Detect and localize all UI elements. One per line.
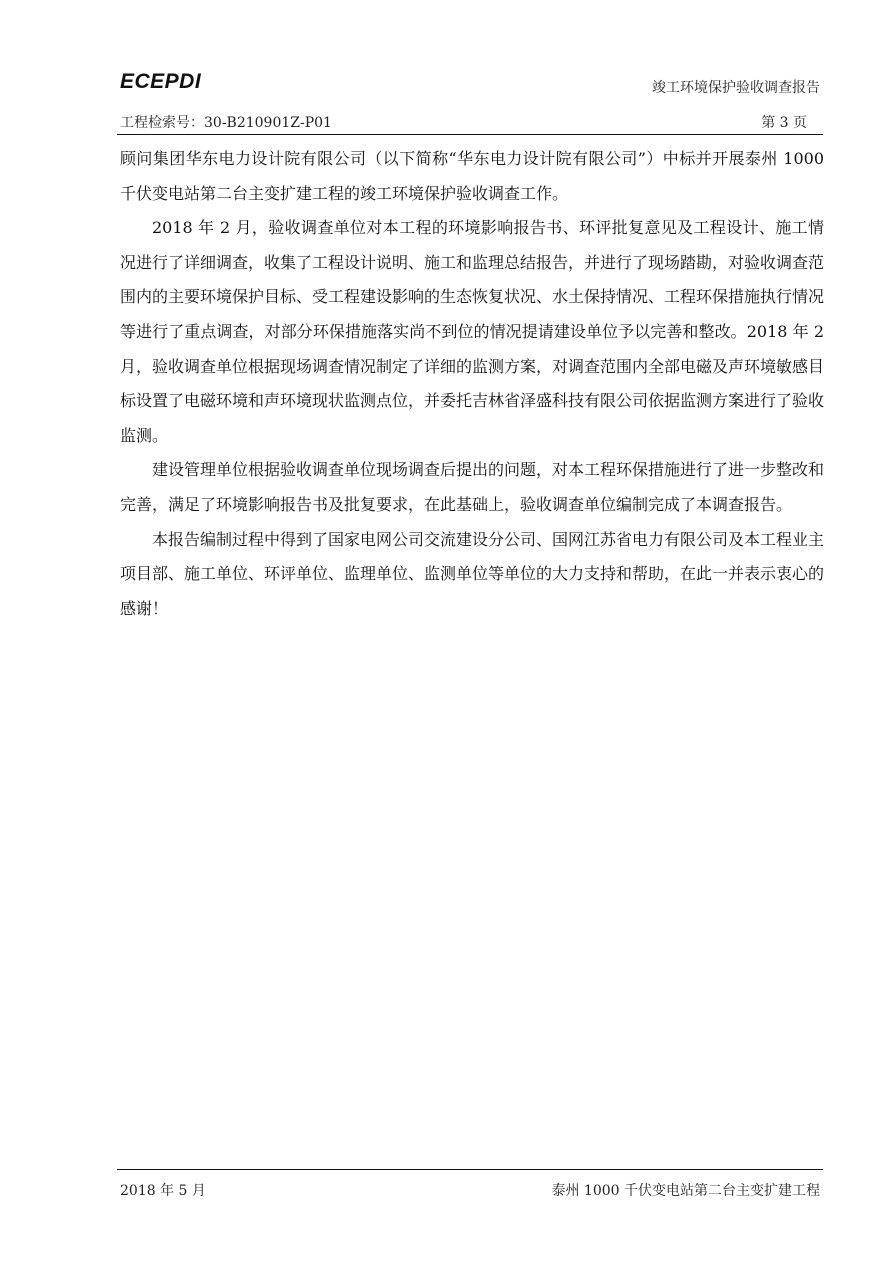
footer-date: 2018 年 5 月 [120, 1183, 206, 1199]
page-number: 第 3 页 [761, 115, 807, 131]
body-paragraph: 建设管理单位根据验收调查单位现场调查后提出的问题，对本工程环保措施进行了进一步整改和完善，满足了环境影响报告书及批复要求，在此基础上，验收调查单位编制完成了本调查报告。 [120, 460, 825, 514]
body-paragraph: 2018 年 2 月，验收调查单位对本工程的环境影响报告书、环评批复意见及工程设计、施工情况进行了详细调查，收集了工程设计说明、施工和监理总结报告，并进行了现场踏勘，对验收调查范围内的主要环境保护目标、受工程建设影响的生态恢复状况、水土保持情况、工程环保措施执行情况等进行了重点调查，对部分环保措施落实尚不到位的情况提请建设单位予以完善和整改。2018 年 2 月，验收调查单位根据现场调查情况制定了详细的监测方案，对调查范围内全部电磁及声环境敏感目标设置了电磁环境和声环境现状监测点位，并委托吉林省泽盛科技有限公司依据监测方案进行了验收监测。 [120, 218, 825, 445]
project-number: 工程检索号：30-B210901Z-P01 [120, 115, 332, 131]
report-title: 竣工环境保护验收调查报告 [652, 80, 820, 96]
body-paragraph: 本报告编制过程中得到了国家电网公司交流建设分公司、国网江苏省电力有限公司及本工程业主项目部、施工单位、环评单位、监理单位、监测单位等单位的大力支持和帮助，在此一并表示衷心的感谢！ [120, 529, 825, 618]
header-divider [117, 134, 823, 135]
footer-divider [117, 1169, 823, 1170]
company-logo: ECEPDI [120, 70, 202, 93]
report-body [120, 142, 824, 626]
body-paragraph: 顾问集团华东电力设计院有限公司（以下简称“华东电力设计院有限公司”）中标并开展泰州 1000 千伏变电站第二台主变扩建工程的竣工环境保护验收调查工作。 [120, 149, 824, 203]
footer-project-name: 泰州 1000 千伏变电站第二台主变扩建工程 [551, 1183, 820, 1199]
